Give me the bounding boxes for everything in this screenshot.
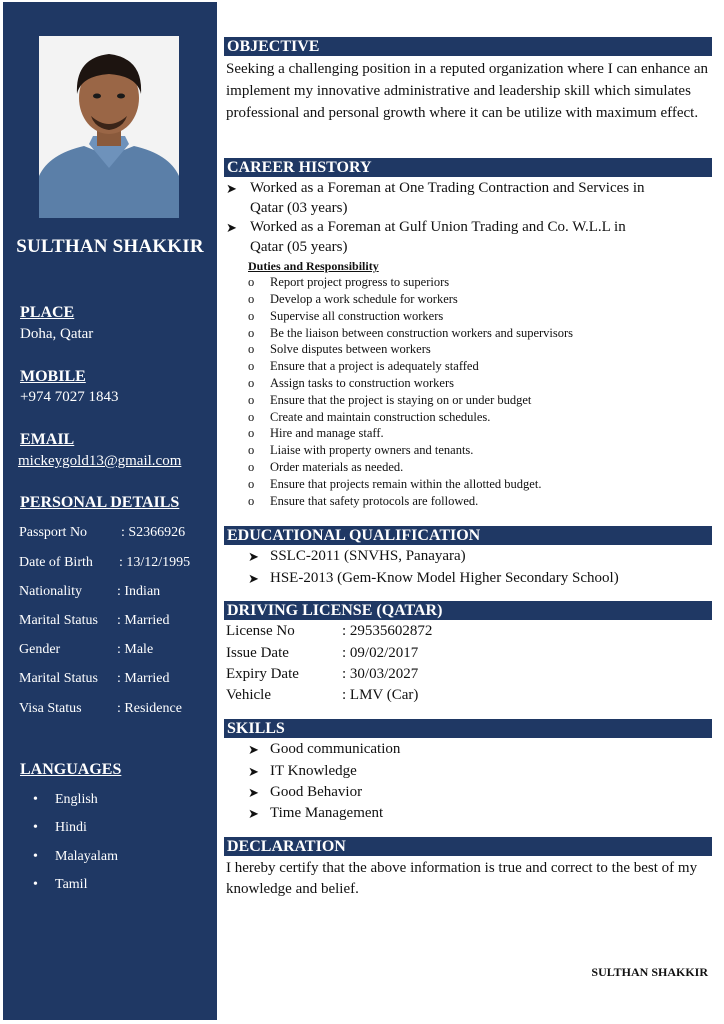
circle-bullet-icon: o bbox=[248, 292, 255, 306]
person-photo-illustration bbox=[39, 36, 179, 218]
detail-value: : 13/12/1995 bbox=[119, 555, 191, 570]
personal-details-heading: PERSONAL DETAILS bbox=[20, 494, 180, 511]
license-value: : 30/03/2027 bbox=[342, 666, 419, 682]
license-label: Vehicle bbox=[226, 687, 271, 703]
circle-bullet-icon: o bbox=[248, 376, 255, 390]
detail-label: Marital Status bbox=[19, 613, 98, 628]
circle-bullet-icon: o bbox=[248, 342, 255, 356]
detail-label: Date of Birth bbox=[19, 555, 93, 570]
license-value: : LMV (Car) bbox=[342, 687, 419, 703]
arrow-right-icon: ➤ bbox=[248, 764, 259, 779]
skill-text: IT Knowledge bbox=[270, 763, 357, 779]
duty-text: Develop a work schedule for workers bbox=[270, 292, 458, 306]
personal-detail-row bbox=[19, 701, 215, 721]
circle-bullet-icon: o bbox=[248, 326, 255, 340]
detail-label: Passport No bbox=[19, 525, 88, 540]
signature-name: SULTHAN SHAKKIR bbox=[591, 965, 708, 979]
duty-text: Ensure that a project is adequately staffed bbox=[270, 359, 479, 373]
license-label: Issue Date bbox=[226, 645, 289, 661]
place-heading: PLACE bbox=[20, 304, 75, 321]
personal-detail-row bbox=[19, 555, 215, 575]
skill-text: Time Management bbox=[270, 805, 384, 821]
email-heading: EMAIL bbox=[20, 431, 75, 448]
duties-title: Duties and Responsibility bbox=[248, 259, 379, 273]
circle-bullet-icon: o bbox=[248, 393, 255, 407]
objective-heading: OBJECTIVE bbox=[224, 37, 712, 56]
detail-value: : Indian bbox=[117, 584, 161, 599]
duty-text: Solve disputes between workers bbox=[270, 342, 431, 356]
career-history-heading: CAREER HISTORY bbox=[224, 158, 712, 177]
education-text: SSLC-2011 (SNVHS, Panayara) bbox=[270, 548, 466, 564]
personal-detail-row bbox=[19, 642, 215, 662]
arrow-right-icon: ➤ bbox=[248, 571, 259, 586]
education-heading: EDUCATIONAL QUALIFICATION bbox=[224, 526, 712, 545]
driving-license-heading: DRIVING LICENSE (QATAR) bbox=[224, 601, 712, 620]
circle-bullet-icon: o bbox=[248, 477, 255, 491]
career-line: Qatar (05 years) bbox=[250, 238, 348, 255]
arrow-right-icon: ➤ bbox=[226, 220, 237, 235]
duty-text: Hire and manage staff. bbox=[270, 426, 384, 440]
duty-text: Liaise with property owners and tenants. bbox=[270, 443, 474, 457]
language-label: Malayalam bbox=[55, 849, 118, 864]
license-label: Expiry Date bbox=[226, 666, 299, 682]
career-line: Qatar (03 years) bbox=[250, 199, 348, 216]
circle-bullet-icon: o bbox=[248, 443, 255, 457]
mobile-value: +974 7027 1843 bbox=[20, 389, 119, 405]
declaration-heading: DECLARATION bbox=[224, 837, 712, 856]
language-label: English bbox=[55, 792, 98, 807]
circle-bullet-icon: o bbox=[248, 494, 255, 508]
personal-detail-row bbox=[19, 584, 215, 604]
license-value: : 29535602872 bbox=[342, 623, 433, 639]
arrow-right-icon: ➤ bbox=[248, 806, 259, 821]
objective-text: Seeking a challenging position in a reputed organization where I can enhance an implement my innovative administrative and leadership skill which simulates professional and personal growth where it can be utilize with maximum effect. bbox=[226, 61, 709, 121]
detail-label: Visa Status bbox=[19, 701, 82, 716]
detail-value: : Married bbox=[117, 613, 170, 628]
duty-text: Order materials as needed. bbox=[270, 460, 404, 474]
email-link[interactable]: mickeygold13@gmail.com bbox=[18, 453, 182, 469]
language-label: Hindi bbox=[55, 820, 87, 835]
sidebar bbox=[3, 2, 217, 1020]
detail-label: Nationality bbox=[19, 584, 82, 599]
duty-text: Report project progress to superiors bbox=[270, 275, 450, 289]
language-label: Tamil bbox=[55, 877, 88, 892]
license-label: License No bbox=[226, 623, 295, 639]
personal-detail-row bbox=[19, 671, 215, 691]
career-line: Worked as a Foreman at One Trading Contraction and Services in bbox=[250, 180, 645, 196]
circle-bullet-icon: o bbox=[248, 359, 255, 373]
skill-text: Good communication bbox=[270, 741, 401, 757]
detail-value: : S2366926 bbox=[121, 525, 186, 540]
detail-label: Marital Status bbox=[19, 671, 98, 686]
arrow-right-icon: ➤ bbox=[248, 785, 259, 800]
duty-text: Be the liaison between construction workers and supervisors bbox=[270, 326, 574, 340]
arrow-right-icon: ➤ bbox=[248, 742, 259, 757]
arrow-right-icon: ➤ bbox=[248, 549, 259, 564]
duty-text: Ensure that projects remain within the allotted budget. bbox=[270, 477, 542, 491]
candidate-name: SULTHAN SHAKKIR bbox=[16, 236, 204, 257]
career-line: Worked as a Foreman at Gulf Union Trading and Co. W.L.L in bbox=[250, 219, 626, 235]
personal-detail-row bbox=[19, 525, 215, 545]
skill-text: Good Behavior bbox=[270, 784, 363, 800]
circle-bullet-icon: o bbox=[248, 426, 255, 440]
skills-heading: SKILLS bbox=[224, 719, 712, 738]
education-text: HSE-2013 (Gem-Know Model Higher Secondary School) bbox=[270, 570, 619, 586]
duty-text: Supervise all construction workers bbox=[270, 309, 444, 323]
duty-text: Create and maintain construction schedules. bbox=[270, 410, 491, 424]
personal-detail-row bbox=[19, 613, 215, 633]
arrow-right-icon: ➤ bbox=[226, 181, 237, 196]
circle-bullet-icon: o bbox=[248, 410, 255, 424]
circle-bullet-icon: o bbox=[248, 460, 255, 474]
license-value: : 09/02/2017 bbox=[342, 645, 419, 661]
duty-text: Ensure that safety protocols are followed. bbox=[270, 494, 479, 508]
circle-bullet-icon: o bbox=[248, 275, 255, 289]
detail-value: : Married bbox=[117, 671, 170, 686]
mobile-heading: MOBILE bbox=[20, 368, 86, 385]
circle-bullet-icon: o bbox=[248, 309, 255, 323]
languages-heading: LANGUAGES bbox=[20, 761, 122, 778]
detail-label: Gender bbox=[19, 642, 61, 657]
detail-value: : Male bbox=[117, 642, 154, 657]
profile-photo bbox=[39, 36, 179, 218]
place-value: Doha, Qatar bbox=[20, 326, 94, 342]
duty-text: Assign tasks to construction workers bbox=[270, 376, 455, 390]
declaration-text: I hereby certify that the above information is true and correct to the best of my knowledge and belief. bbox=[226, 860, 698, 897]
detail-value: : Residence bbox=[117, 701, 182, 716]
duty-text: Ensure that the project is staying on or under budget bbox=[270, 393, 532, 407]
